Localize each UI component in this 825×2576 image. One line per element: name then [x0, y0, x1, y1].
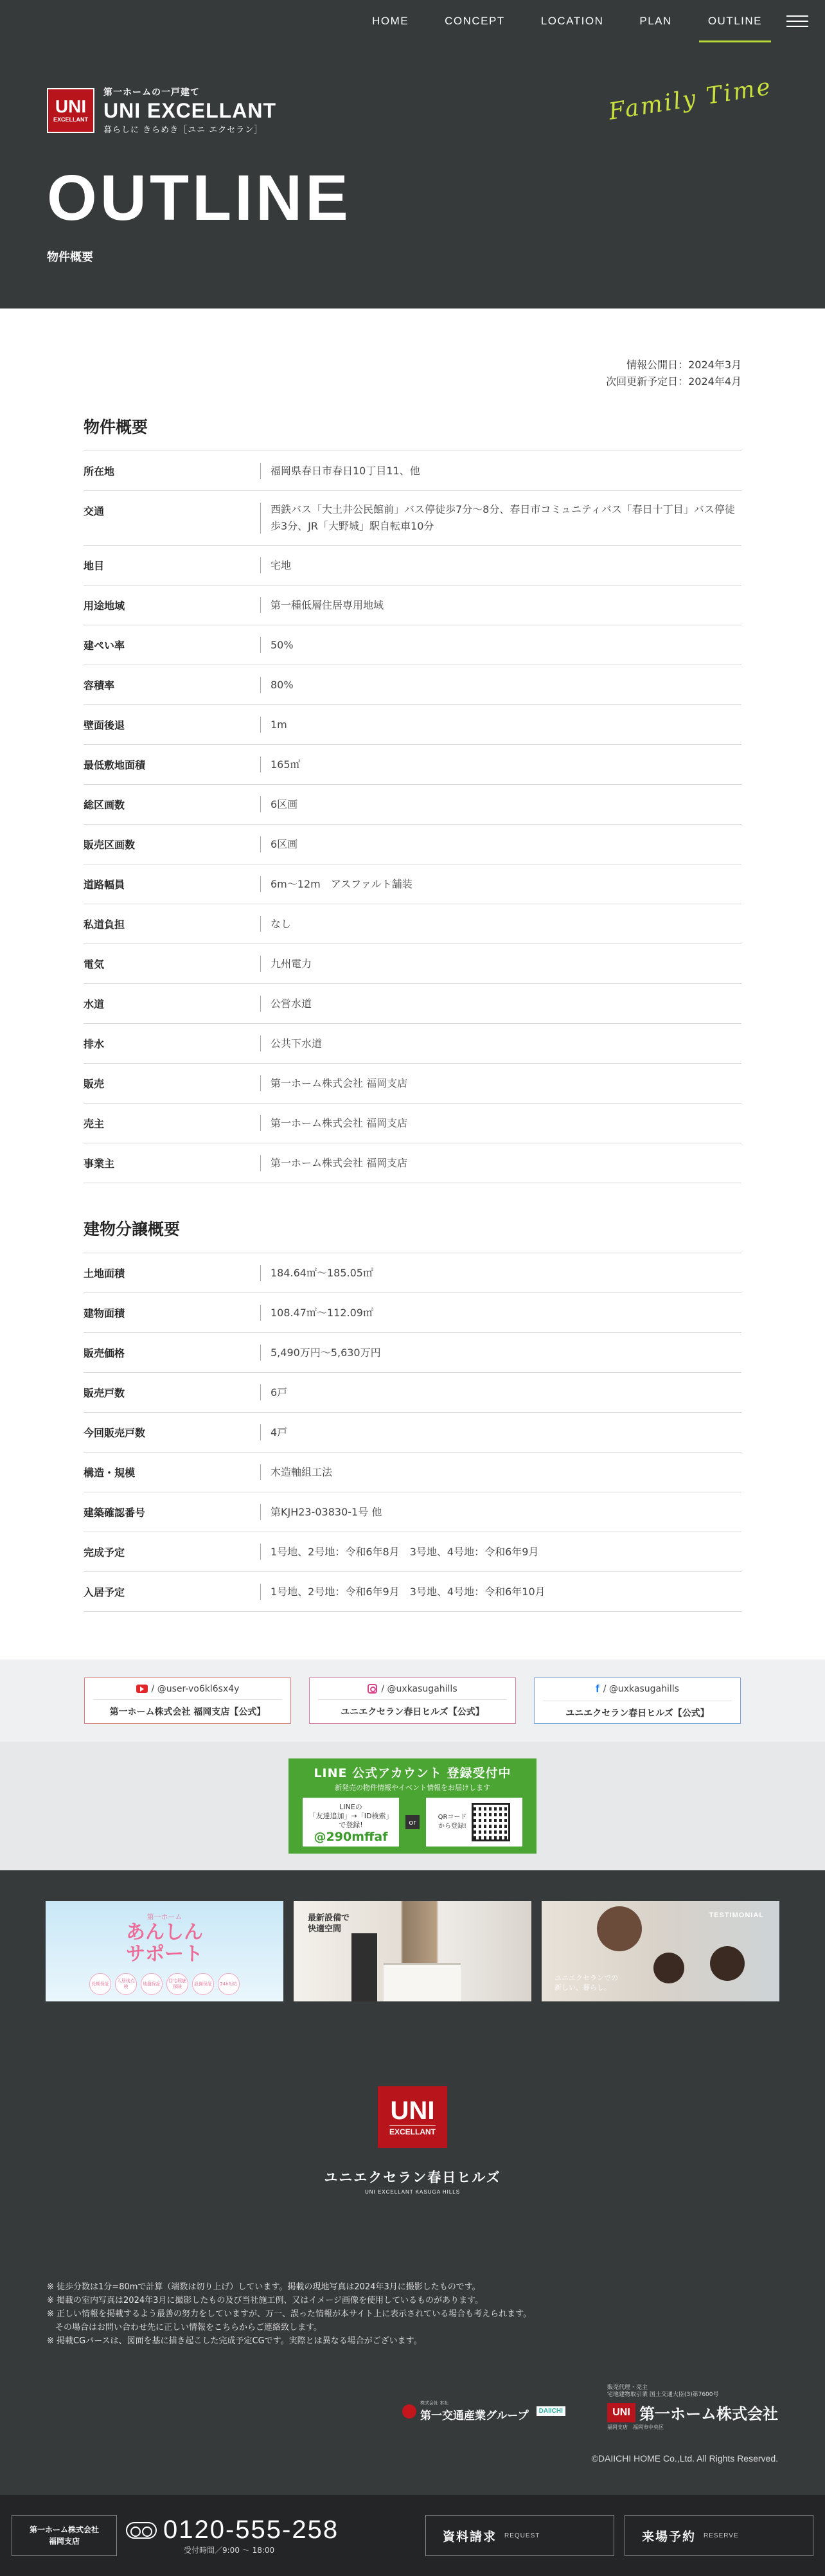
child-photo	[710, 1946, 745, 1981]
group-small: 株式会社 本社	[420, 2401, 449, 2406]
request-label-en: REQUEST	[504, 2532, 540, 2539]
youtube-handle-row	[93, 1684, 282, 1700]
youtube-icon	[136, 1685, 148, 1693]
corporate-logo[interactable]	[607, 2384, 778, 2431]
row-label: 地目	[84, 560, 105, 572]
line-qr-text	[438, 1813, 467, 1831]
table-row	[84, 546, 741, 586]
logo-brand-name: UNI EXCELLANT	[103, 99, 276, 122]
logo-tagline-bottom: 暮らしに きらめき［ユニ エクセラン］	[103, 125, 263, 135]
table-row	[84, 625, 741, 665]
row-value: 6区画	[260, 825, 741, 864]
mother-photo	[597, 1906, 642, 1951]
line-or: or	[405, 1815, 420, 1829]
table-row	[84, 904, 741, 944]
footer-logo[interactable]	[378, 2086, 447, 2148]
footer-logo-excellant: EXCELLANT	[389, 2125, 436, 2136]
footer-site-name-en: UNI EXCELLANT KASUGA HILLS	[364, 2189, 461, 2195]
footer-note: ※ 正しい情報を掲載するよう最善の努力をしていますが、万一、誤った情報が本サイト上に表示されている場合も考えられます。	[47, 2309, 532, 2319]
instagram-handle: / @uxkasugahills	[381, 1683, 457, 1694]
anshin-item: 24h対応	[218, 1973, 240, 1995]
site-footer	[0, 2032, 825, 2495]
youtube-channel-name: 第一ホーム株式会社 福岡支店【公式】	[109, 1706, 266, 1717]
facebook-handle: / @uxkasugahills	[603, 1683, 679, 1694]
testimonial-banner[interactable]	[542, 1901, 779, 2001]
branch-line-2: 福岡支店	[48, 2537, 80, 2546]
anshin-item: 設備保証	[192, 1973, 214, 1995]
line-qr-card	[426, 1798, 522, 1847]
banner-section	[0, 1870, 825, 2032]
group-logo-text	[420, 2400, 529, 2422]
group-name: 第一交通産業グループ	[420, 2410, 529, 2422]
row-label: 水道	[84, 998, 105, 1010]
line-card-text-1: LINEの	[339, 1803, 362, 1811]
row-value: なし	[260, 904, 741, 944]
corp-sub: 福岡支店 福岡市中央区	[607, 2424, 664, 2430]
row-value: 第一ホーム株式会社 福岡支店	[260, 1104, 741, 1143]
table-row	[84, 1572, 741, 1612]
testimonial-caption	[554, 1973, 618, 1992]
row-label: 壁面後退	[84, 719, 125, 731]
nav-concept[interactable]: CONCEPT	[445, 15, 505, 27]
table-row	[84, 1253, 741, 1293]
instagram-link[interactable]	[309, 1677, 516, 1724]
footer-note: ※ 掲載の室内写真は2024年3月に撮影したもの及び当社施工例、又はイメージ画像を使用しているものがあります。	[47, 2296, 483, 2305]
row-value: 公共下水道	[260, 1024, 741, 1064]
row-label: 販売区画数	[84, 839, 136, 851]
line-qr-text-1: QRコード	[438, 1814, 467, 1821]
row-value: 108.47㎡〜112.09㎡	[260, 1293, 741, 1333]
row-value: 6区画	[260, 785, 741, 825]
row-value: 第一種低層住居専用地域	[260, 586, 741, 625]
row-label: 建ぺい率	[84, 640, 125, 652]
line-inner	[303, 1798, 522, 1847]
row-value: 6戸	[260, 1373, 741, 1413]
row-value: 福岡県春日市春日10丁目11、他	[260, 451, 741, 491]
table-row	[84, 1492, 741, 1532]
brand-logo[interactable]	[47, 85, 276, 135]
row-label: 容積率	[84, 679, 115, 692]
cta-buttons	[425, 2515, 813, 2556]
request-label: 資料請求	[443, 2529, 497, 2544]
row-value: 第一ホーム株式会社 福岡支店	[260, 1143, 741, 1183]
row-value: 1号地、2号地：令和6年9月 3号地、4号地：令和6年10月	[260, 1572, 741, 1612]
logo-text	[103, 85, 276, 135]
anshin-item: 長期保証	[89, 1973, 111, 1995]
next-update-date: 次回更新予定日：2024年4月	[606, 375, 741, 388]
logo-mark-excellant: EXCELLANT	[53, 116, 88, 123]
page-title: OUTLINE	[47, 162, 351, 234]
branch-label	[12, 2515, 117, 2556]
table-row	[84, 705, 741, 745]
reserve-label-en: RESERVE	[704, 2532, 739, 2539]
table-row	[84, 586, 741, 625]
line-id-card	[303, 1798, 399, 1847]
line-card-text-3: で登録!	[339, 1821, 363, 1829]
interior-banner[interactable]	[294, 1901, 531, 2001]
corp-name: 第一ホーム株式会社	[639, 2405, 778, 2423]
anshin-item: 地盤保証	[141, 1973, 163, 1995]
copyright: ©DAIICHI HOME Co.,Ltd. All Rights Reserved.	[591, 2453, 778, 2464]
anshin-item: 入居後点検	[115, 1973, 137, 1995]
door-image	[351, 1933, 377, 2001]
interior-text-1: 最新設備で	[308, 1913, 350, 1923]
nav-plan[interactable]: PLAN	[639, 15, 672, 27]
table-row	[84, 1104, 741, 1143]
row-label: 販売価格	[84, 1347, 125, 1359]
anshin-items	[89, 1973, 240, 1995]
table-row	[84, 785, 741, 825]
row-value: 宅地	[260, 546, 741, 586]
row-value: 九州電力	[260, 944, 741, 984]
row-value: 西鉄バス「大土井公民館前」バス停徒歩7分〜8分、春日市コミュニティバス「春日十丁目」バス停徒歩3分、JR「大野城」駅自転車10分	[260, 491, 741, 546]
row-label: 売主	[84, 1118, 105, 1130]
building-section-title: 建物分譲概要	[84, 1217, 741, 1253]
uni-logo-mark	[47, 88, 94, 133]
row-value: 184.64㎡〜185.05㎡	[260, 1253, 741, 1293]
row-label: 建築確認番号	[84, 1507, 146, 1519]
row-label: 土地面積	[84, 1267, 125, 1280]
instagram-icon	[368, 1684, 377, 1694]
testimonial-caption-1: ユニエクセランでの	[554, 1974, 618, 1982]
phone-number: 0120-555-258	[163, 2516, 339, 2544]
phone-hours: 受付時間／9:00 ～ 18:00	[184, 2546, 275, 2555]
facebook-icon: f	[596, 1682, 599, 1695]
testimonial-badge: TESTIMONIAL	[709, 1911, 764, 1919]
row-value: 公営水道	[260, 984, 741, 1024]
row-label: 電気	[84, 958, 105, 970]
building-table	[84, 1253, 741, 1612]
footer-note: ※ 掲載CGパースは、図面を基に描き起こした完成予定CGです。実際とは異なる場合がございます。	[47, 2336, 422, 2346]
footer-notes	[47, 2280, 531, 2348]
line-qr-text-2: から登録!	[438, 1823, 466, 1830]
anshin-small: 第一ホーム	[146, 1913, 182, 1921]
qr-code-icon	[472, 1803, 510, 1841]
page-header	[0, 0, 825, 309]
menu-icon[interactable]	[786, 15, 808, 27]
table-row	[84, 745, 741, 785]
line-id: @290mffaf	[314, 1830, 388, 1844]
table-row	[84, 1293, 741, 1333]
row-value: 50%	[260, 625, 741, 665]
row-value: 1m	[260, 705, 741, 745]
line-official-banner[interactable]	[288, 1758, 537, 1854]
row-value: 1号地、2号地：令和6年8月 3号地、4号地：令和6年9月	[260, 1532, 741, 1572]
table-row	[84, 825, 741, 864]
footer-note: その場合はお問い合わせ先に正しい情報をこちらからご連絡致します。	[47, 2323, 322, 2332]
table-row	[84, 1453, 741, 1492]
interior-banner-text	[308, 1913, 350, 1935]
row-label: 入居予定	[84, 1586, 125, 1598]
phone-link[interactable]	[126, 2516, 339, 2555]
published-date: 情報公開日：2024年3月	[626, 359, 741, 371]
instagram-handle-row	[318, 1684, 507, 1700]
row-value: 第一ホーム株式会社 福岡支店	[260, 1064, 741, 1104]
logo-tagline-top: 第一ホームの一戸建て	[103, 87, 200, 98]
table-row	[84, 1373, 741, 1413]
facebook-link[interactable]	[534, 1677, 741, 1724]
youtube-link[interactable]	[84, 1677, 291, 1724]
table-row	[84, 1064, 741, 1104]
property-table	[84, 451, 741, 1183]
table-row	[84, 451, 741, 491]
row-label: 今回販売戸数	[84, 1427, 146, 1439]
table-row	[84, 1333, 741, 1373]
row-label: 私道負担	[84, 918, 125, 931]
table-row	[84, 864, 741, 904]
row-label: 道路幅員	[84, 879, 125, 891]
table-row	[84, 944, 741, 984]
row-label: 総区画数	[84, 799, 125, 811]
table-row	[84, 1143, 741, 1183]
row-label: 販売	[84, 1078, 105, 1090]
reserve-label: 来場予約	[642, 2529, 696, 2544]
table-row	[84, 1532, 741, 1572]
corp-uni-mark: UNI	[607, 2403, 635, 2422]
corp-row	[607, 2401, 778, 2424]
child-photo	[653, 1953, 684, 1983]
anshin-title-2: サポート	[126, 1943, 203, 1965]
row-label: 構造・規模	[84, 1467, 136, 1479]
family-time-script: Family Time	[607, 73, 774, 125]
line-title: LINE 公式アカウント 登録受付中	[314, 1766, 511, 1780]
info-dates	[84, 357, 741, 390]
interior-text-2: 快適空間	[308, 1924, 342, 1934]
anshin-item: 住宅瑕疵保険	[166, 1973, 188, 1995]
branch-line-1: 第一ホーム株式会社	[29, 2525, 99, 2534]
row-label: 完成予定	[84, 1546, 125, 1559]
request-button[interactable]	[425, 2515, 614, 2556]
row-value: 第KJH23-03830-1号 他	[260, 1492, 741, 1532]
sns-links	[0, 1659, 825, 1742]
youtube-handle: / @user-vo6kl6sx4y	[151, 1683, 240, 1694]
corp-small-1: 販売代理・売主	[607, 2384, 648, 2391]
row-label: 販売戸数	[84, 1387, 125, 1399]
group-logo-mark	[402, 2404, 416, 2419]
row-value: 木造軸組工法	[260, 1453, 741, 1492]
table-row	[84, 491, 741, 546]
footer-logo-uni: UNI	[390, 2096, 435, 2125]
nav-outline[interactable]: OUTLINE	[690, 0, 780, 42]
row-label: 交通	[84, 505, 105, 517]
row-label: 事業主	[84, 1158, 115, 1170]
table-row	[84, 984, 741, 1024]
row-label: 所在地	[84, 465, 115, 478]
group-tag: DAIICHI	[537, 2406, 565, 2416]
corp-small-2: 宅地建物取引業 国土交通大臣(3)第7600号	[607, 2392, 719, 2398]
property-section-title: 物件概要	[84, 415, 741, 451]
line-section	[0, 1742, 825, 1870]
row-label: 用途地域	[84, 600, 125, 612]
reserve-button[interactable]	[625, 2515, 813, 2556]
line-card-text-2: 「友達追加」→「ID検索」	[308, 1812, 393, 1820]
page-subtitle: 物件概要	[47, 251, 93, 264]
group-logo[interactable]	[402, 2400, 565, 2422]
phone-row	[126, 2516, 339, 2545]
row-value: 80%	[260, 665, 741, 705]
row-value: 5,490万円〜5,630万円	[260, 1333, 741, 1373]
facebook-account-name: ユニエクセラン春日ヒルズ【公式】	[565, 1708, 709, 1719]
outline-content	[0, 309, 825, 1612]
row-value: 6m〜12m アスファルト舗装	[260, 864, 741, 904]
row-value: 4戸	[260, 1413, 741, 1453]
kitchen-counter-image	[384, 1963, 461, 2001]
fixed-contact-bar	[0, 2495, 825, 2576]
table-row	[84, 1024, 741, 1064]
instagram-account-name: ユニエクセラン春日ヒルズ【公式】	[341, 1706, 484, 1717]
anshin-support-banner[interactable]	[46, 1901, 283, 2001]
facebook-handle-row	[543, 1683, 732, 1701]
main-nav	[354, 0, 825, 42]
anshin-title-1: あんしん	[126, 1921, 203, 1944]
footer-site-name: ユニエクセラン春日ヒルズ	[324, 2170, 501, 2185]
line-subtitle: 新発売の物件情報やイベント情報をお届けします	[335, 1784, 490, 1792]
logo-mark-uni: UNI	[55, 96, 87, 116]
row-label: 最低敷地面積	[84, 759, 146, 771]
table-row	[84, 1413, 741, 1453]
row-label: 排水	[84, 1038, 105, 1050]
testimonial-caption-2: 新しい、暮らし。	[554, 1983, 611, 1992]
footer-note: ※ 徒歩分数は1分=80mで計算（端数は切り上げ）しています。掲載の現地写真は2024年3月に撮影したものです。	[47, 2282, 481, 2292]
nav-home[interactable]: HOME	[372, 15, 409, 27]
row-value: 165㎡	[260, 745, 741, 785]
nav-location[interactable]: LOCATION	[540, 15, 604, 27]
row-label: 建物面積	[84, 1307, 125, 1319]
table-row	[84, 665, 741, 705]
free-dial-icon	[126, 2522, 157, 2539]
